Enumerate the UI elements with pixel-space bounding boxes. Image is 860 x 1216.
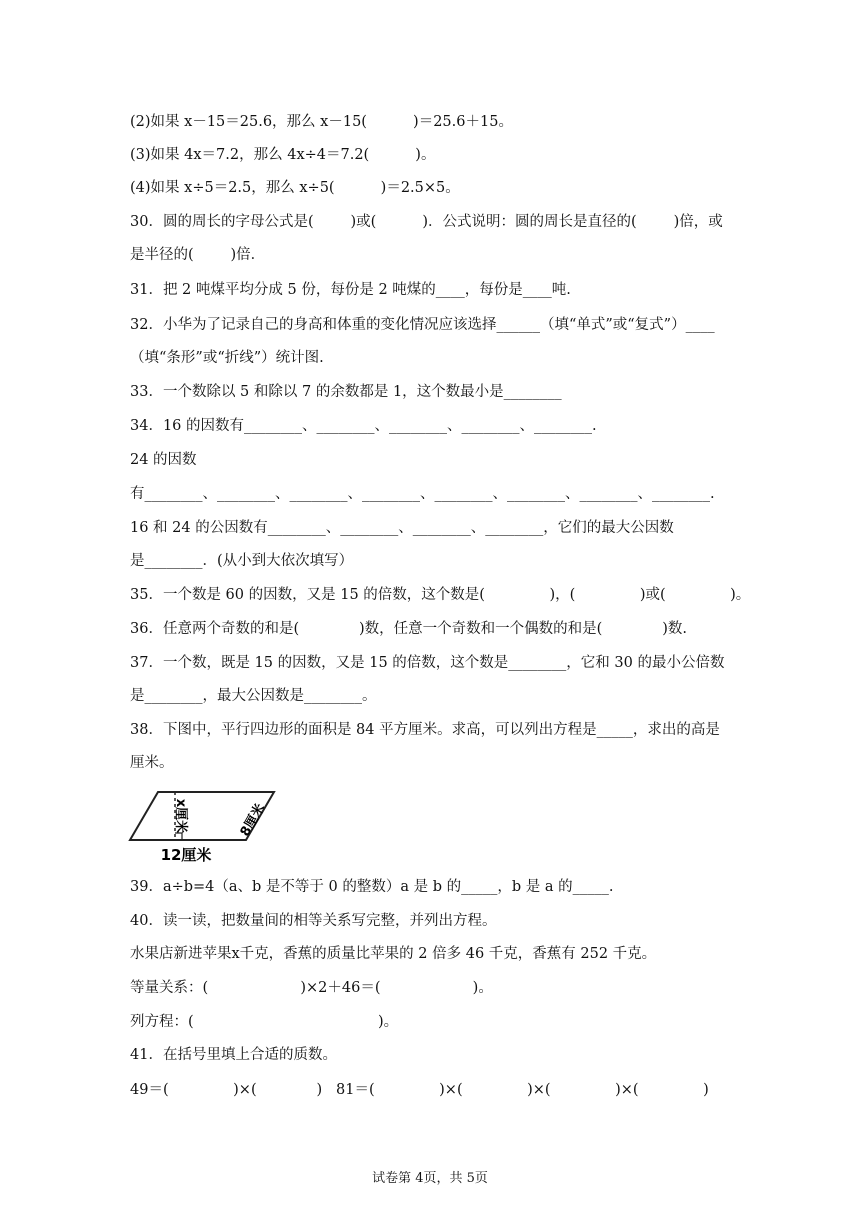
q34-line5: 是________．(从小到大依次填写）: [130, 553, 354, 569]
page-footer: 试卷第 4页，共 5页: [372, 1171, 488, 1186]
q38-line1: 38．下图中，平行四边形的面积是 84 平方厘米。求高，可以列出方程是_____，求出的高是: [130, 722, 720, 738]
q32-line1: 32．小华为了记录自己的身高和体重的变化情况应该选择______（填“单式”或“复式”）____: [130, 317, 715, 333]
q29-part4: (4)如果 x÷5＝2.5，那么 x÷5( )＝2.5×5。: [130, 180, 460, 196]
q41-blanks: 49＝( )×( ) 81＝( )×( )×( )×( ): [130, 1082, 709, 1098]
q34-line4: 16 和 24 的公因数有________、________、________、________，它们的最大公因数: [130, 520, 674, 536]
q40-equation: 列方程：( )。: [130, 1014, 399, 1030]
q38-line2: 厘米。: [130, 755, 174, 771]
base-label: 12厘米: [160, 846, 212, 864]
q31: 31．把 2 吨煤平均分成 5 份，每份是 2 吨煤的____，每份是____吨.: [130, 282, 571, 298]
q40-title: 40．读一读，把数量间的相等关系写完整，并列出方程。: [130, 913, 497, 929]
q41-title: 41．在括号里填上合适的质数。: [130, 1047, 337, 1063]
q34-line1: 34．16 的因数有________、________、________、________、________.: [130, 418, 597, 434]
q32-line2: （填“条形”或“折线”）统计图.: [130, 350, 324, 366]
right-angle-mark: [175, 833, 182, 840]
q39: 39．a÷b=4（a、b 是不等于 0 的整数）a 是 b 的_____，b 是 a 的_____.: [130, 879, 614, 895]
side-label: 8厘米: [237, 801, 269, 840]
q29-part2: (2)如果 x－15＝25.6，那么 x－15( )＝25.6＋15。: [130, 114, 513, 130]
q36: 36．任意两个奇数的和是( )数，任意一个奇数和一个偶数的和是( )数.: [130, 621, 688, 637]
q34-line3: 有________、________、________、________、________、________、________、________.: [130, 486, 715, 502]
q33: 33．一个数除以 5 和除以 7 的余数都是 1，这个数最小是________: [130, 384, 562, 400]
parallelogram-figure: [128, 784, 278, 866]
q40-problem: 水果店新进苹果x千克，香蕉的质量比苹果的 2 倍多 46 千克，香蕉有 252 千克。: [130, 946, 657, 962]
q29-part3: (3)如果 4x＝7.2，那么 4x÷4＝7.2( )。: [130, 147, 436, 163]
q34-line2: 24 的因数: [130, 452, 197, 468]
q40-relation: 等量关系：( )×2＋46＝( )。: [130, 980, 493, 996]
q35: 35．一个数是 60 的因数，又是 15 的倍数，这个数是( )，( )或( )。: [130, 587, 751, 603]
q30-line2: 是半径的( )倍．: [130, 247, 266, 263]
height-label: x厘米: [173, 798, 188, 834]
q30-line1: 30．圆的周长的字母公式是( )或( )．公式说明：圆的周长是直径的( )倍，或: [130, 214, 723, 230]
q37-line1: 37．一个数，既是 15 的因数，又是 15 的倍数，这个数是________，它和 30 的最小公倍数: [130, 655, 725, 671]
q37-line2: 是________，最大公因数是________。: [130, 688, 377, 704]
